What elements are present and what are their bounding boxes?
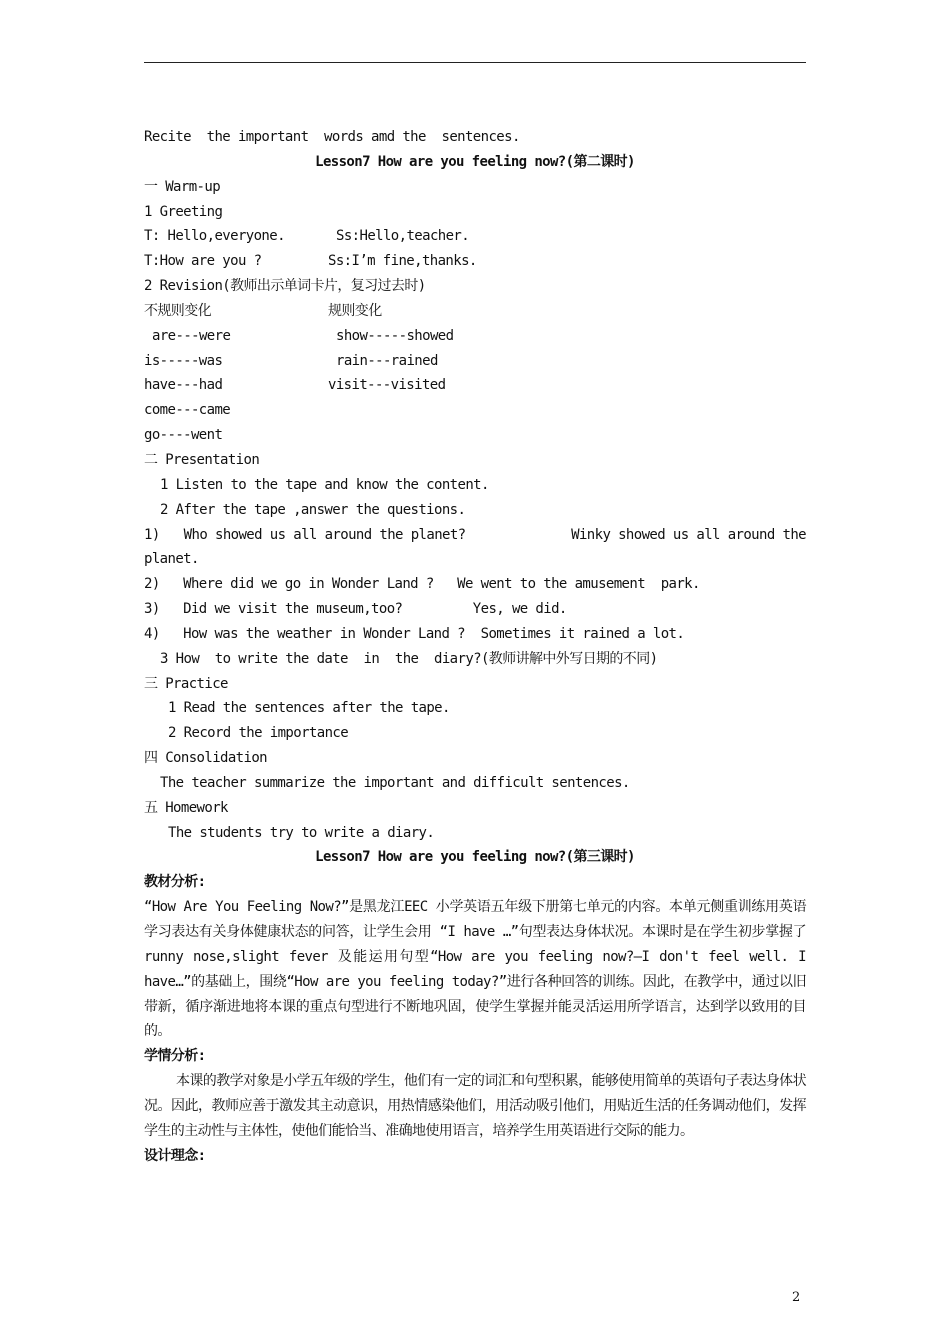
verb-labels xyxy=(144,299,806,324)
irregular-verb: is-----was xyxy=(144,352,223,369)
teacher-line: T:How are you ? xyxy=(144,253,262,270)
verb-row xyxy=(144,423,806,448)
irregular-verb: are---were xyxy=(152,327,231,344)
regular-verb: rain---rained xyxy=(336,352,438,369)
verb-row xyxy=(144,373,806,398)
analysis-paragraph: “How Are You Feeling Now?”是黑龙江EEC 小学英语五年级下册第七单元的内容。本单元侧重训练用英语学习表达有关身体健康状态的问答，让学生会用 “I have …”句型表达身体状况。本课时是在学生初步掌握了 runny nose,slight fever 及能运用句型“How are you feeling now?—I don't feel well. I have…”的基础上，围绕“How are you feeling today?”进行各种回答的训练。因此，在教学中，通过以旧带新，循序渐进地将本课的重点句型进行不断地巩固，使学生掌握并能灵活运用所学语言，达到学以致用的目的。 xyxy=(144,899,806,1040)
question-1-question: Who showed us all around the planet? xyxy=(183,526,466,543)
students-line: Ss:Hello,teacher. xyxy=(336,228,470,245)
consolidation-text: The teacher summarize the important and difficult sentences. xyxy=(160,774,630,791)
regular-label: 规则变化 xyxy=(328,302,382,319)
lesson3-title: Lesson7 How are you feeling now?(第三课时) xyxy=(315,849,635,866)
question-1-continued: planet. xyxy=(144,551,199,568)
verb-row xyxy=(144,349,806,374)
students-heading: 学情分析: xyxy=(144,1048,206,1065)
dialog-line-2 xyxy=(144,249,806,274)
irregular-verb: go----went xyxy=(144,427,223,444)
analysis-heading: 教材分析: xyxy=(144,874,206,891)
question-1-answer: Winky showed us all around the xyxy=(571,526,806,543)
warmup-heading: 一 Warm-up xyxy=(144,178,221,195)
students-paragraph: 本课的教学对象是小学五年级的学生，他们有一定的词汇和句型积累，能够使用简单的英语句子表达身体状况。因此，教师应善于激发其主动意识，用热情感染他们，用活动吸引他们，用贴近生活的任务调动他们，发挥学生的主动性与主体性，使他们能恰当、准确地使用语言，培养学生用英语进行交际的能力。 xyxy=(144,1073,806,1139)
lesson2-title: Lesson7 How are you feeling now?(第二课时) xyxy=(315,153,635,170)
presentation-step-1: 1 Listen to the tape and know the content. xyxy=(160,476,489,493)
homework-heading: 五 Homework xyxy=(144,799,228,816)
greeting-step: 1 Greeting xyxy=(144,203,223,220)
design-heading: 设计理念: xyxy=(144,1147,206,1164)
irregular-verb: have---had xyxy=(144,377,223,394)
students-line: Ss:I’m fine,thanks. xyxy=(328,253,477,270)
question-1-text xyxy=(160,523,806,548)
presentation-heading: 二 Presentation xyxy=(144,451,260,468)
question-1 xyxy=(144,523,806,548)
header-rule xyxy=(144,62,806,63)
presentation-step-2: 2 After the tape ,answer the questions. xyxy=(160,501,466,518)
page-number: 2 xyxy=(792,1290,801,1305)
question-4: 4) How was the weather in Wonder Land ? Sometimes it rained a lot. xyxy=(144,625,685,642)
revision-step: 2 Revision(教师出示单词卡片，复习过去时) xyxy=(144,278,426,295)
question-number: 1) xyxy=(144,526,160,543)
irregular-verb: come---came xyxy=(144,402,231,419)
irregular-label: 不规则变化 xyxy=(144,302,211,319)
dialog-line-1 xyxy=(144,224,806,249)
consolidation-heading: 四 Consolidation xyxy=(144,750,268,767)
practice-heading: 三 Practice xyxy=(144,675,228,692)
presentation-step-3: 3 How to write the date in the diary?(教师讲解中外写日期的不同) xyxy=(160,650,658,667)
regular-verb: show-----showed xyxy=(336,327,454,344)
practice-step-1: 1 Read the sentences after the tape. xyxy=(168,700,450,717)
homework-text: The students try to write a diary. xyxy=(168,824,435,841)
regular-verb: visit---visited xyxy=(328,377,446,394)
question-2: 2) Where did we go in Wonder Land ? We went to the amusement park. xyxy=(144,576,700,593)
intro-line: Recite the important words amd the sentences. xyxy=(144,129,520,145)
document-body xyxy=(144,125,806,1168)
teacher-line: T: Hello,everyone. xyxy=(144,228,285,245)
verb-row xyxy=(144,324,806,349)
verb-row xyxy=(144,398,806,423)
question-3: 3) Did we visit the museum,too? Yes, we did. xyxy=(144,601,567,618)
practice-step-2: 2 Record the importance xyxy=(168,725,349,742)
